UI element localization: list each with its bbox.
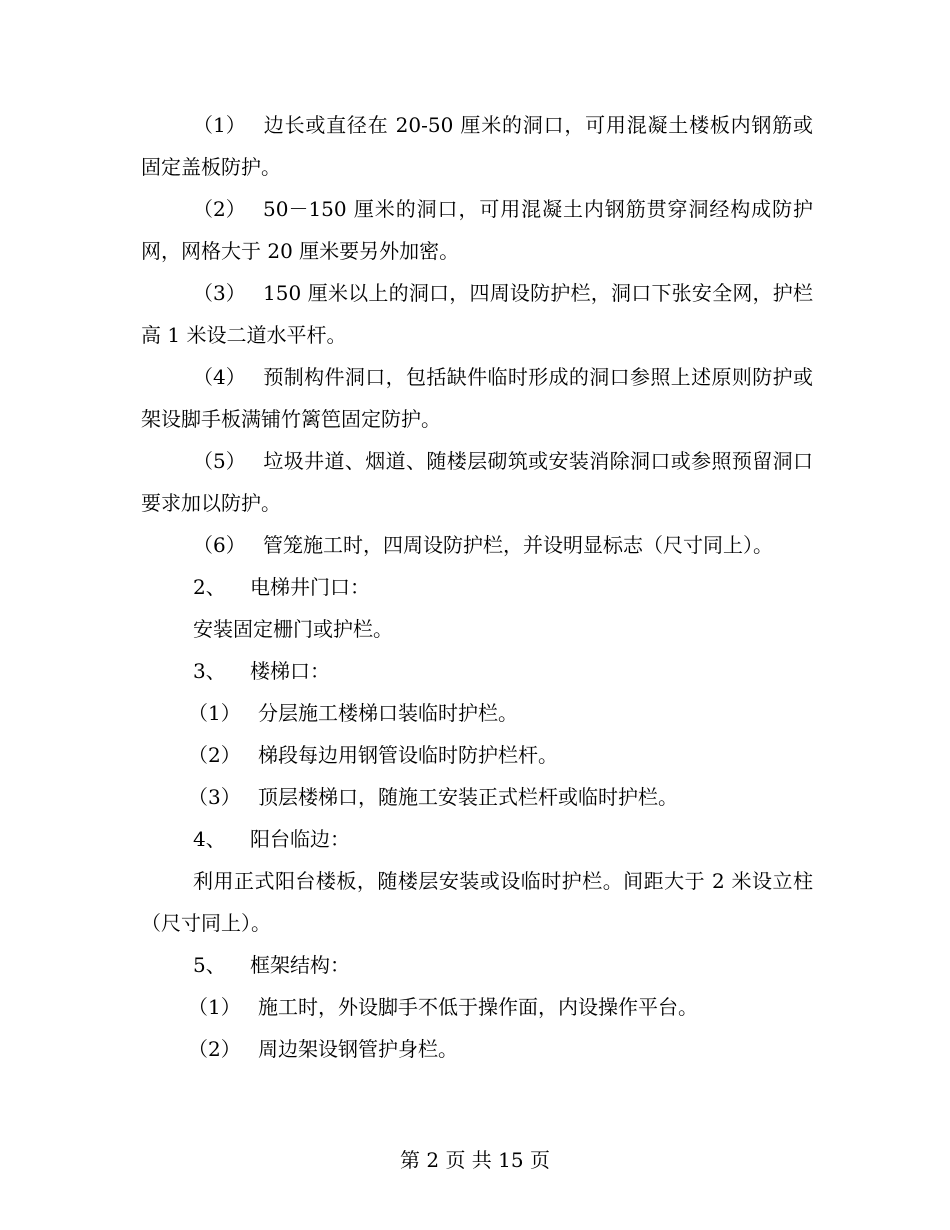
section-heading xyxy=(141,944,813,986)
item-number: （6） xyxy=(193,533,246,557)
paragraph-text: 50－150 厘米的洞口，可用混凝土内钢筋贯穿洞经构成防护网，网格大于 20 厘米要另外加密。 xyxy=(141,197,813,263)
section-heading xyxy=(141,650,813,692)
item-number: 3、 xyxy=(193,659,226,683)
item-number: （1） xyxy=(188,995,241,1019)
paragraph xyxy=(141,986,813,1028)
paragraph xyxy=(141,692,813,734)
item-number: （1） xyxy=(193,113,246,137)
paragraph-text: 垃圾井道、烟道、随楼层砌筑或安装消除洞口或参照预留洞口要求加以防护。 xyxy=(141,449,813,515)
paragraph-text: 安装固定栅门或护栏。 xyxy=(193,617,393,641)
item-number: （2） xyxy=(188,1037,241,1061)
page-footer: 第 2 页 共 15 页 xyxy=(400,1148,550,1172)
paragraph xyxy=(141,608,813,650)
item-number: 4、 xyxy=(193,827,226,851)
paragraph-text: 150 厘米以上的洞口，四周设防护栏，洞口下张安全网，护栏高 1 米设二道水平杆。 xyxy=(141,281,813,347)
paragraph xyxy=(141,272,813,356)
item-number: 2、 xyxy=(193,575,226,599)
paragraph-text: 电梯井门口： xyxy=(250,575,370,599)
paragraph xyxy=(141,188,813,272)
paragraph-text: 顶层楼梯口，随施工安装正式栏杆或临时护栏。 xyxy=(258,785,678,809)
item-number: 5、 xyxy=(193,953,226,977)
paragraph xyxy=(141,776,813,818)
item-number: （4） xyxy=(193,365,246,389)
item-number: （3） xyxy=(188,785,241,809)
item-number: （2） xyxy=(193,197,246,221)
item-number: （2） xyxy=(188,743,241,767)
section-heading xyxy=(141,566,813,608)
paragraph-text: 预制构件洞口，包括缺件临时形成的洞口参照上述原则防护或架设脚手板满铺竹篱笆固定防护。 xyxy=(141,365,813,431)
paragraph xyxy=(141,860,813,944)
paragraph-text: 边长或直径在 20-50 厘米的洞口，可用混凝土楼板内钢筋或固定盖板防护。 xyxy=(141,113,813,179)
paragraph-text: 施工时，外设脚手不低于操作面，内设操作平台。 xyxy=(258,995,698,1019)
item-number: （3） xyxy=(193,281,246,305)
paragraph xyxy=(141,524,813,566)
item-number: （1） xyxy=(188,701,241,725)
section-heading xyxy=(141,818,813,860)
paragraph xyxy=(141,356,813,440)
paragraph xyxy=(141,1028,813,1070)
paragraph-text: 楼梯口： xyxy=(250,659,330,683)
paragraph xyxy=(141,104,813,188)
paragraph-text: 周边架设钢管护身栏。 xyxy=(258,1037,458,1061)
paragraph xyxy=(141,734,813,776)
item-number: （5） xyxy=(193,449,246,473)
paragraph-text: 管笼施工时，四周设防护栏，并设明显标志（尺寸同上）。 xyxy=(263,533,773,557)
paragraph-text: 分层施工楼梯口装临时护栏。 xyxy=(258,701,518,725)
paragraph-text: 梯段每边用钢管设临时防护栏杆。 xyxy=(258,743,558,767)
paragraph-text: 阳台临边： xyxy=(250,827,350,851)
paragraph xyxy=(141,440,813,524)
document-body xyxy=(141,104,813,1070)
paragraph-text: 框架结构： xyxy=(250,953,350,977)
paragraph-text: 利用正式阳台楼板，随楼层安装或设临时护栏。间距大于 2 米设立柱（尺寸同上）。 xyxy=(141,869,813,935)
